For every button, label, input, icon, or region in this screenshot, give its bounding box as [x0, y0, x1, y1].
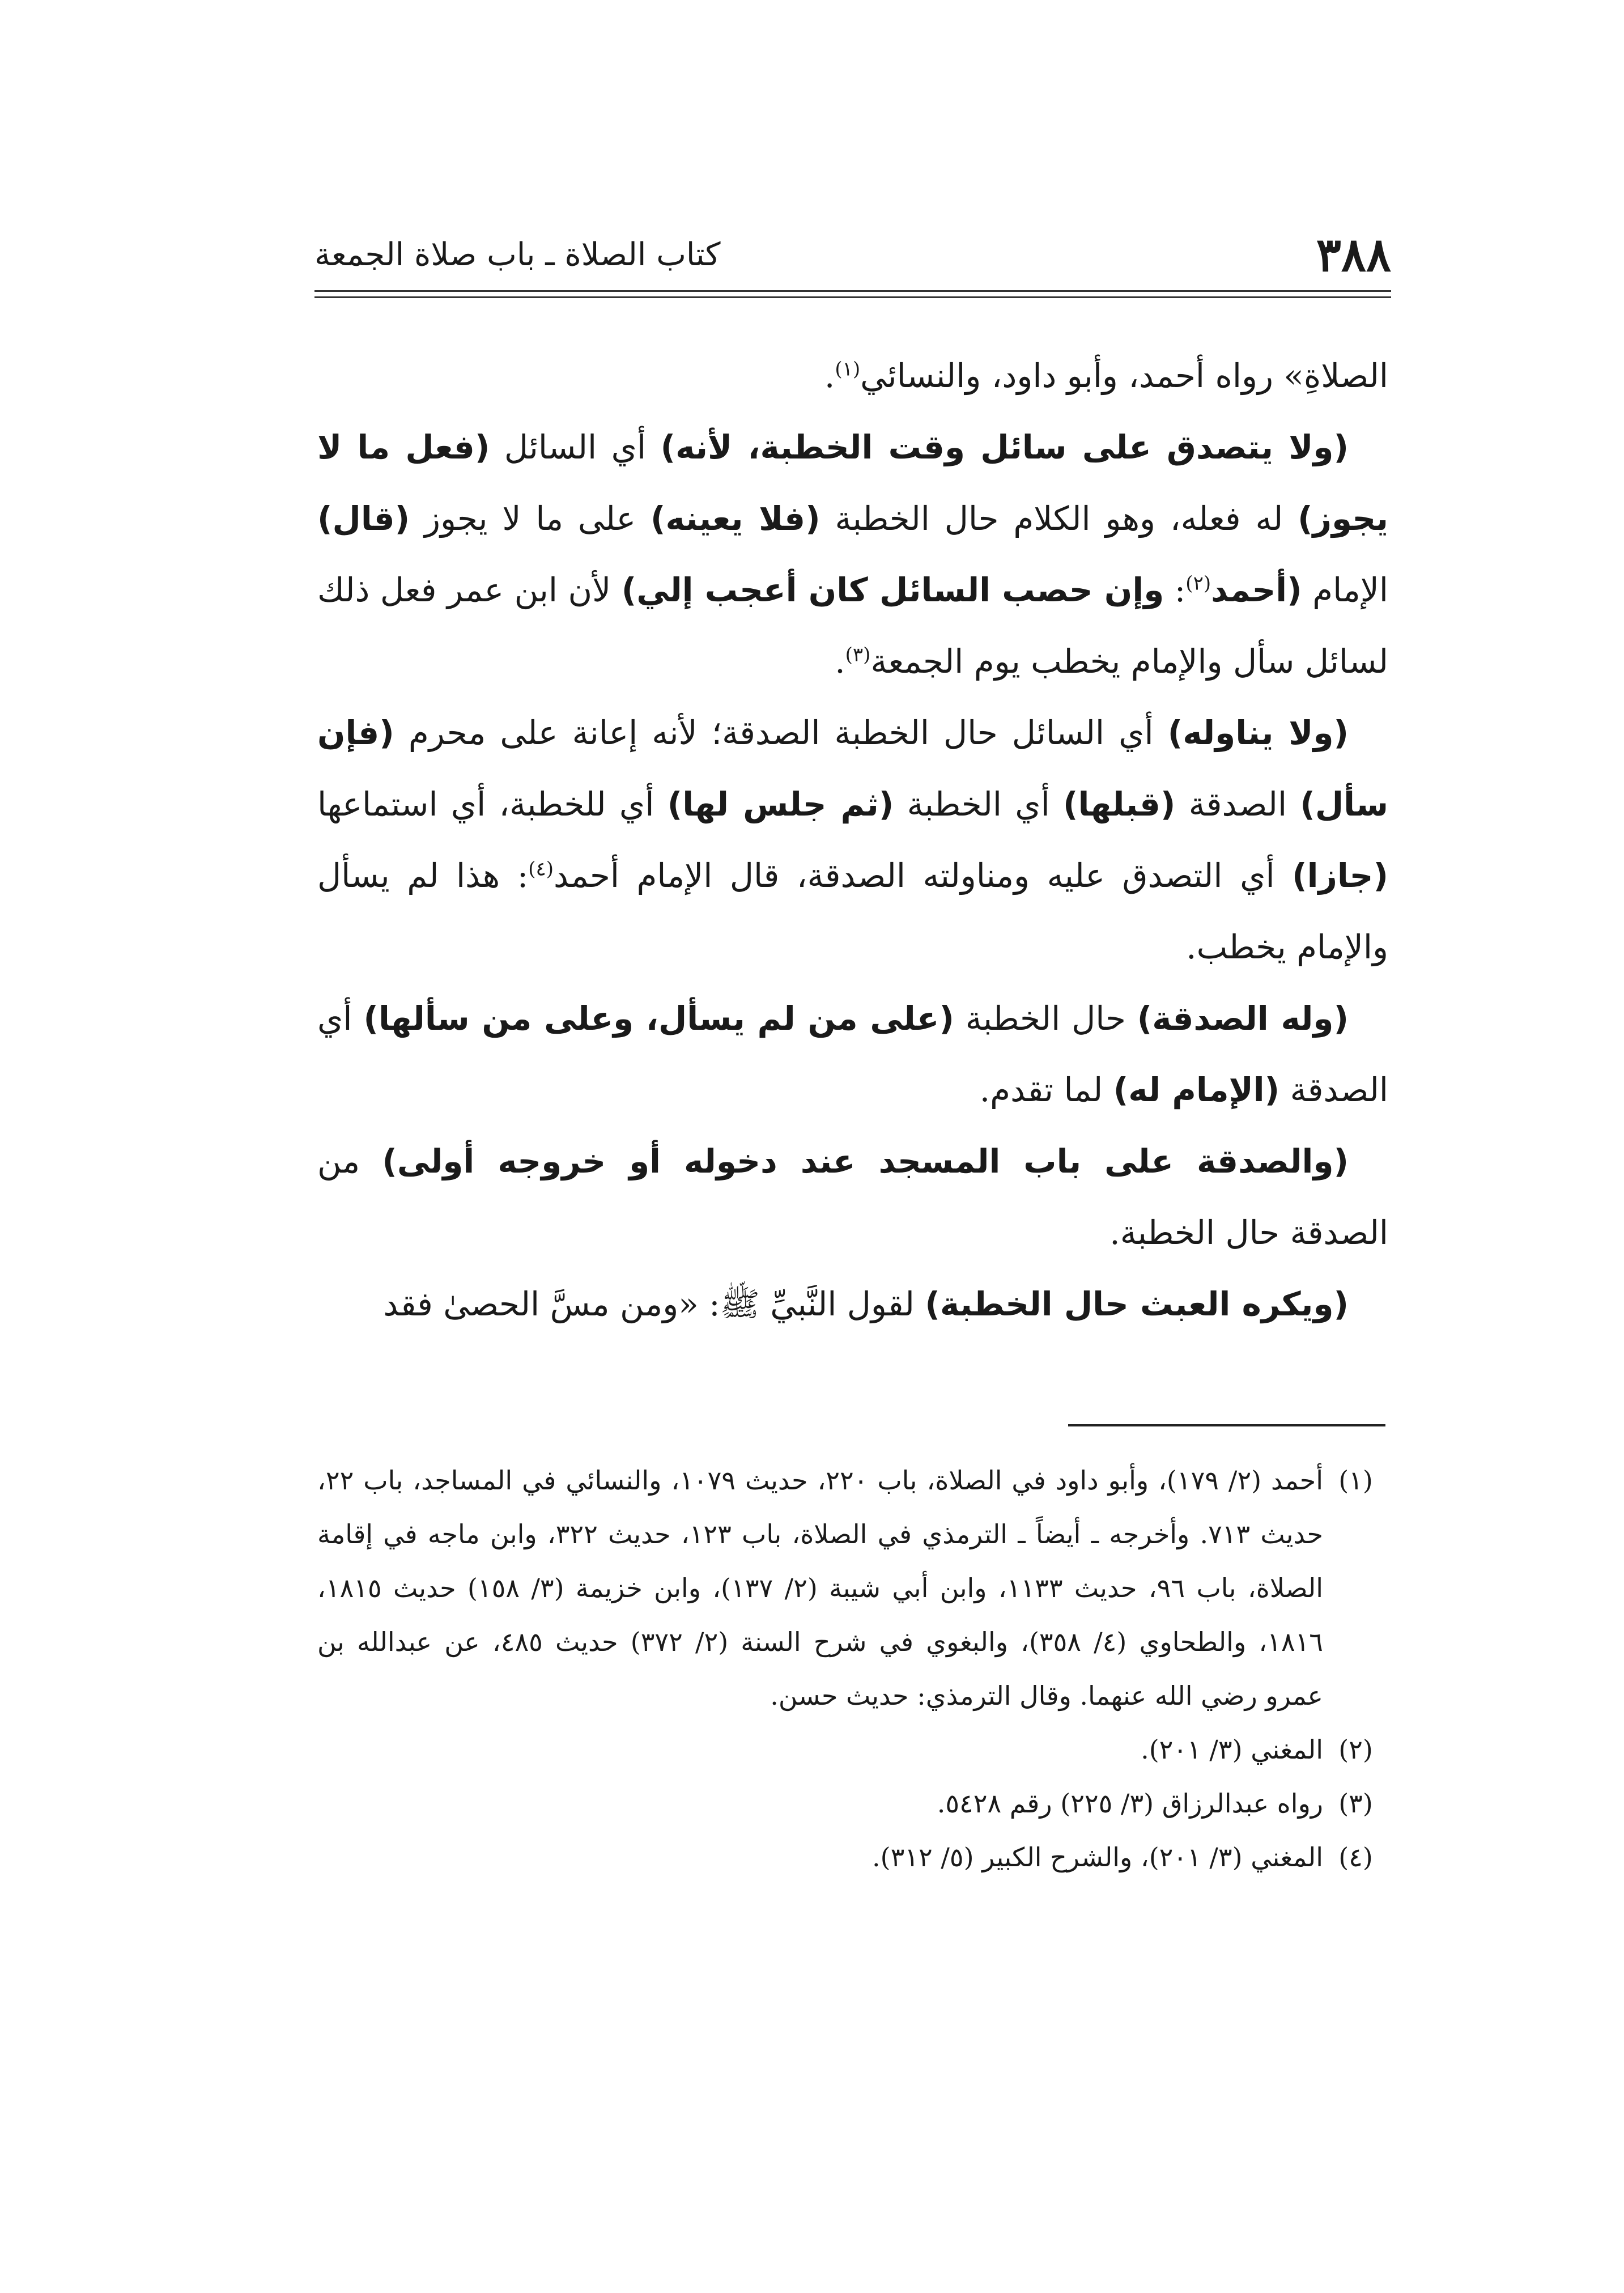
text-run: أي السائل حال الخطبة الصدقة؛ لأنه إعانة على محرم — [394, 714, 1168, 752]
matn-text: (على من لم يسأل، وعلى من سألها) — [363, 999, 954, 1038]
text-run: حال الخطبة — [954, 999, 1137, 1038]
matn-text: (أحمد — [1211, 571, 1302, 609]
matn-text: وإن حصب السائل كان أعجب إلي) — [621, 571, 1164, 609]
footnote-number: (١) — [1338, 1465, 1373, 1496]
text-run: له فعله، وهو الكلام حال الخطبة — [820, 499, 1298, 538]
text-run: من الصدقة حال الخطبة. — [317, 1142, 1388, 1252]
text-run: أي للخطبة، أي استماعها — [317, 785, 668, 823]
footnote-number: (٢) — [1338, 1734, 1373, 1765]
footnote-number: (٤) — [1338, 1842, 1373, 1872]
text-run: . — [824, 356, 835, 395]
text-run: لأن ابن عمر فعل ذلك لسائل سأل والإمام يخطب يوم الجمعة — [317, 571, 1388, 681]
header-divider — [314, 290, 1391, 298]
footnote-1 — [317, 1454, 1388, 1723]
matn-text: (الإمام له) — [1113, 1071, 1280, 1109]
text-run: أي الخطبة — [894, 785, 1064, 823]
footnote-4 — [317, 1831, 1388, 1884]
footnote-text: أحمد (٢/ ١٧٩)، وأبو داود في الصلاة، باب ٢٢٠، حديث ١٠٧٩، والنسائي في المساجد، باب ٢٢، حديث ٧١٣. وأخرجه ـ أيضاً ـ الترمذي في الصلاة، باب ١٢٣، حديث ٣٢٢، وابن ماجه في إقامة الصلاة، باب ٩٦، حديث ١١٣٣، وابن أبي شيبة (٢/ ١٣٧)، وابن خزيمة (٣/ ١٥٨) حديث ١٨١٥، ١٨١٦، والطحاوي (٤/ ٣٥٨)، والبغوي في شرح السنة (٢/ ٣٧٢) حديث ٤٨٥، عن عبدالله بن عمرو رضي الله عنهما. وقال الترمذي: حديث حسن. — [317, 1465, 1324, 1711]
text-run: أي السائل — [490, 428, 661, 466]
paragraph-1 — [317, 340, 1388, 411]
main-text — [317, 340, 1388, 1340]
paragraph-3 — [317, 697, 1388, 983]
footnote-text: رواه عبدالرزاق (٣/ ٢٢٥) رقم ٥٤٢٨. — [937, 1788, 1323, 1819]
matn-text: (فلا يعينه) — [650, 499, 820, 538]
paragraph-6 — [317, 1268, 1388, 1340]
matn-text: (فعل ما لا يجوز) — [317, 428, 1388, 538]
page-number: ٣٨٨ — [1316, 228, 1391, 282]
paragraph-4 — [317, 983, 1388, 1126]
text-run: الصلاةِ» رواه أحمد، وأبو داود، والنسائي — [860, 356, 1388, 395]
text-run: : — [1164, 571, 1186, 609]
footnote-ref: (٢) — [1185, 572, 1211, 595]
text-run: الإمام — [1302, 571, 1389, 609]
paragraph-2 — [317, 411, 1388, 697]
text-run: الصدقة — [1175, 785, 1300, 823]
matn-text: (ويكره العبث حال الخطبة) — [925, 1285, 1349, 1323]
text-run: أي التصدق عليه ومناولته الصدقة، قال الإمام أحمد — [554, 856, 1293, 895]
footnote-number: (٣) — [1338, 1788, 1373, 1819]
running-title: كتاب الصلاة ـ باب صلاة الجمعة — [314, 236, 721, 273]
text-run: . — [835, 642, 845, 681]
page-header — [314, 224, 1391, 286]
matn-text: (ثم جلس لها) — [667, 785, 894, 823]
matn-text: (ولا يتصدق على سائل وقت الخطبة، لأنه) — [660, 428, 1349, 466]
matn-text: (قبلها) — [1063, 785, 1176, 823]
footnote-text: المغني (٣/ ٢٠١)، والشرح الكبير (٥/ ٣١٢). — [872, 1842, 1323, 1872]
text-run: أي الصدقة — [317, 999, 1388, 1109]
text-run: لقول النَّبيِّ ﷺ: «ومن مسَّ الحصىٰ فقد — [383, 1285, 925, 1323]
footnote-ref: (١) — [835, 358, 861, 381]
text-run: لما تقدم. — [979, 1071, 1113, 1109]
text-run: على ما لا يجوز — [410, 499, 651, 538]
matn-text: (قال) — [317, 499, 410, 538]
matn-text: (جازا) — [1292, 856, 1388, 895]
matn-text: (والصدقة على باب المسجد عند دخوله أو خروجه أولى) — [382, 1142, 1349, 1181]
matn-text: (وله الصدقة) — [1137, 999, 1349, 1038]
footnotes — [317, 1454, 1388, 1884]
paragraph-5 — [317, 1126, 1388, 1268]
matn-text: (ولا يناوله) — [1167, 714, 1349, 752]
footnote-divider — [1068, 1424, 1385, 1426]
footnote-3 — [317, 1777, 1388, 1831]
matn-text: (فإن سأل) — [317, 714, 1388, 823]
footnote-ref: (٣) — [845, 643, 871, 666]
footnote-ref: (٤) — [528, 857, 554, 881]
footnote-text: المغني (٣/ ٢٠١). — [1141, 1734, 1323, 1765]
footnote-2 — [317, 1723, 1388, 1777]
text-run: : هذا لم يسأل والإمام يخطب. — [317, 856, 1388, 966]
